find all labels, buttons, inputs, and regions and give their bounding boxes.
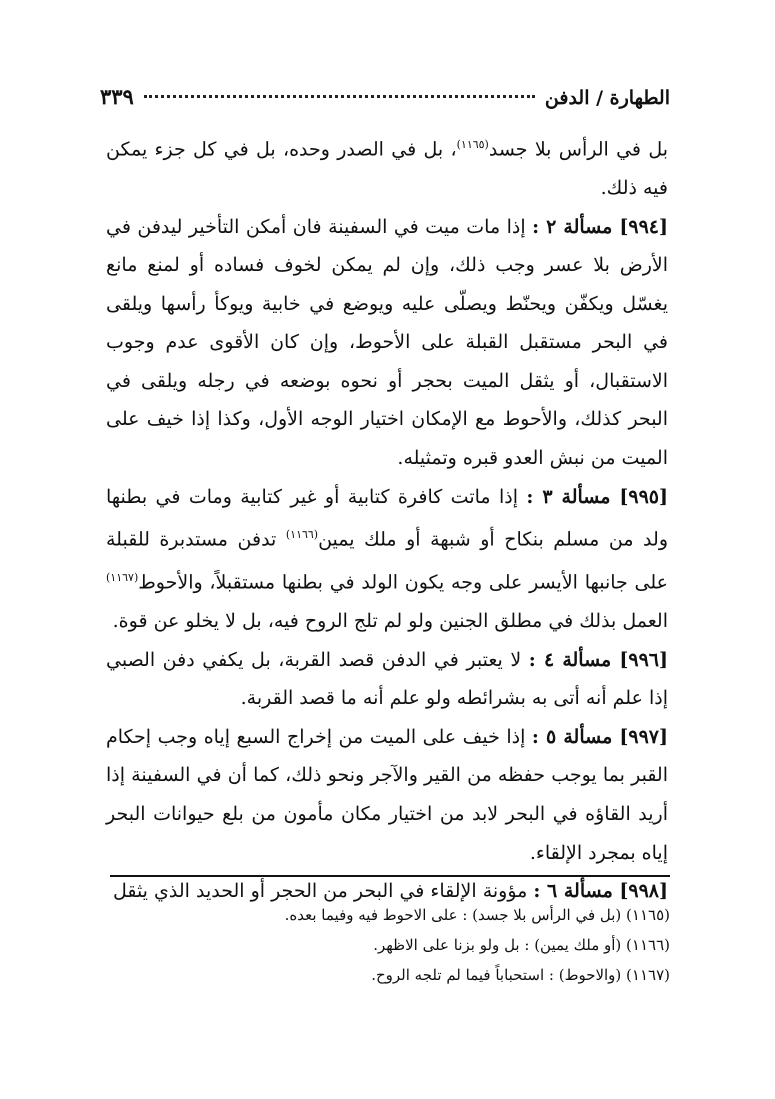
main-text <box>106 126 668 911</box>
issue-995: [٩٩٥] مسألة ٣ : إذا ماتت كافرة كتابية أو غير كتابية ومات في بطنها ولد من مسلم بنكاح أو شبهة أو ملك يمين$^{(١١٦٦)}$ تدفن مستدبرة للقبلة على جانبها الأيسر على وجه يكون الولد في بطنها مستقبلاً، والأحوط$^{(١١٦٧)}$ العمل بذلك في مطلق الجنين ولو لم تلج الروح فيه، بل لا يخلو عن قوة. <box>106 485 668 633</box>
footnotes <box>110 900 670 990</box>
footnote-ref-1165: (١١٦٥) <box>456 138 489 151</box>
issue-998: [٩٩٨] مسألة ٦ : مؤونة الإلقاء في البحر من الحجر أو الحديد الذي يثقل <box>112 880 668 903</box>
issue-label: [٩٩٧] مسألة ٥ : <box>531 725 668 748</box>
issue-994: [٩٩٤] مسألة ٢ : إذا مات ميت في السفينة فان أمكن التأخير ليدفن في الأرض بلا عسر وجب ذلك، وإن لم يمكن لخوف فساده أو لمنع مانع يغسّل ويكفّن ويحنّط ويصلّى عليه ويوضع في خابية ويوكأ رأسها ويلقى في البحر مستقبل القبلة على الأحوط، وإن كان الأقوى عدم وجوب الاستقبال، أو يثقل الميت بحجر أو نحوه بوضعه في رجله ويلقى في البحر كذلك، والأحوط مع الإمكان اختيار الوجه الأول، وكذا إذا خيف على الميت من نبش العدو قبره وتمثيله. <box>106 215 668 470</box>
footnote-ref-1167: (١١٦٧) <box>106 571 139 585</box>
footnote-divider <box>110 875 670 877</box>
issue-label: [٩٩٤] مسألة ٢ : <box>532 215 668 238</box>
chapter-title: الطهارة / الدفن <box>544 87 670 109</box>
issue-997: [٩٩٧] مسألة ٥ : إذا خيف على الميت من إخراج السبع إياه وجب إحكام القبر بما يوجب حفظه من القير والآجر ونحو ذلك، كما أن في السفينة إذا أريد القاؤه في البحر لابد من اختيار مكان مأمون من بلع حيوانات البحر إياه بمجرد الإلقاء. <box>106 725 668 864</box>
issue-label: [٩٩٥] مسألة ٣ : <box>526 485 668 508</box>
footnote-1167: (١١٦٧) (والاحوط) : استحباباً فيما لم تلجه الروح. <box>371 966 670 984</box>
paragraph-continuation: بل في الرأس بلا جسد$^{(١١٦٥)}$، بل في الصدر وحده، بل في كل جزء يمكن فيه ذلك. <box>106 138 668 199</box>
leader-dots <box>144 95 535 98</box>
page-number: ٣٣٩ <box>100 84 134 109</box>
issue-996: [٩٩٦] مسألة ٤ : لا يعتبر في الدفن قصد القربة، بل يكفي دفن الصبي إذا علم أنه أتى به بشرائطه ولو علم أنه ما قصد القربة. <box>106 648 668 710</box>
footnote-1166: (١١٦٦) (أو ملك يمين) : بل ولو بزنا على الاظهر. <box>373 936 670 954</box>
running-header <box>100 84 670 114</box>
footnote-ref-1166: (١١٦٦) <box>285 528 319 542</box>
issue-label: [٩٩٨] مسألة ٦ : <box>533 880 668 903</box>
footnote-1165: (١١٦٥) (بل في الرأس بلا جسد) : على الاحوط فيه وفيما بعده. <box>284 906 670 924</box>
issue-label: [٩٩٦] مسألة ٤ : <box>528 648 668 671</box>
